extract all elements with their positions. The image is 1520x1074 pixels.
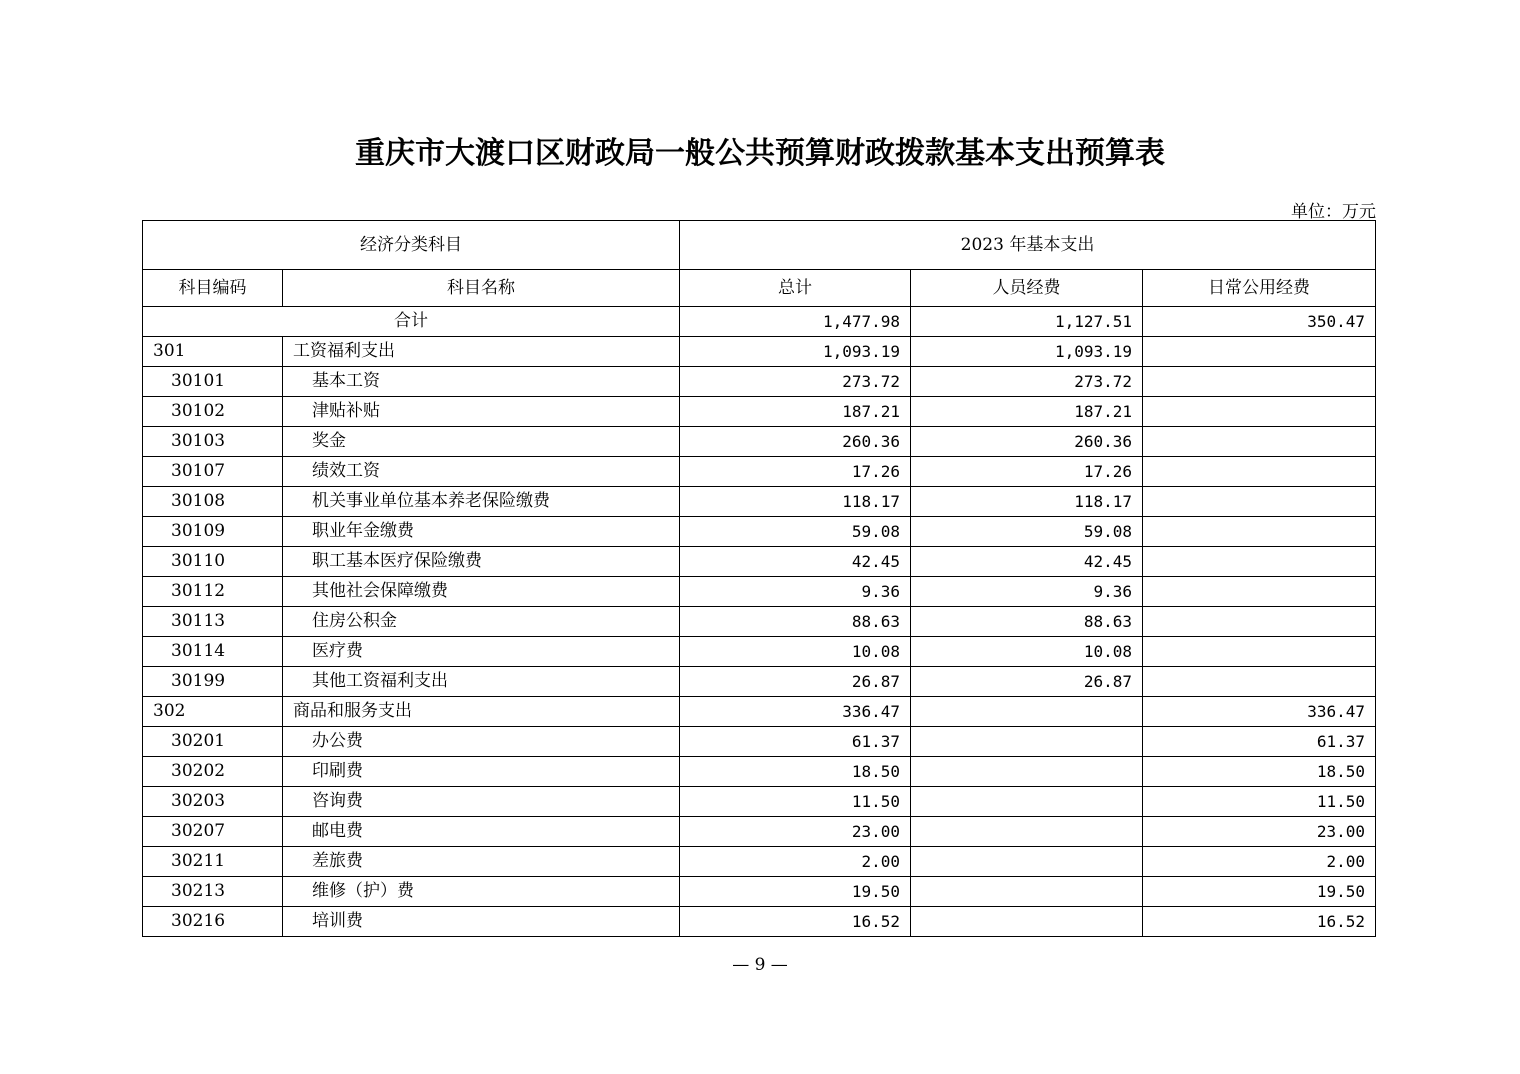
cell-code: 30207	[143, 817, 283, 847]
cell-name: 工资福利支出	[283, 337, 680, 367]
cell-personnel	[911, 757, 1143, 787]
table-row	[143, 397, 1376, 427]
cell-personnel	[911, 817, 1143, 847]
cell-total: 2.00	[680, 847, 911, 877]
table-row	[143, 727, 1376, 757]
table-row	[143, 697, 1376, 727]
cell-code: 30109	[143, 517, 283, 547]
unit-label: 单位：万元	[1291, 202, 1376, 222]
cell-total: 11.50	[680, 787, 911, 817]
table-row	[143, 757, 1376, 787]
cell-code: 30112	[143, 577, 283, 607]
cell-name: 其他社会保障缴费	[283, 577, 680, 607]
cell-name: 办公费	[283, 727, 680, 757]
cell-total: 42.45	[680, 547, 911, 577]
cell-name: 商品和服务支出	[283, 697, 680, 727]
cell-code: 302	[143, 697, 283, 727]
cell-public	[1143, 367, 1376, 397]
cell-personnel: 26.87	[911, 667, 1143, 697]
table-row	[143, 367, 1376, 397]
cell-code: 30102	[143, 397, 283, 427]
cell-name: 绩效工资	[283, 457, 680, 487]
header-row-group	[143, 221, 1376, 270]
cell-public: 16.52	[1143, 907, 1376, 937]
cell-name: 住房公积金	[283, 607, 680, 637]
header-personnel: 人员经费	[911, 270, 1143, 307]
cell-total: 16.52	[680, 907, 911, 937]
cell-personnel: 273.72	[911, 367, 1143, 397]
cell-public: 11.50	[1143, 787, 1376, 817]
cell-name: 职工基本医疗保险缴费	[283, 547, 680, 577]
cell-name: 培训费	[283, 907, 680, 937]
cell-personnel: 59.08	[911, 517, 1143, 547]
page-title: 重庆市大渡口区财政局一般公共预算财政拨款基本支出预算表	[355, 136, 1165, 171]
cell-total: 61.37	[680, 727, 911, 757]
cell-code: 30101	[143, 367, 283, 397]
cell-total: 19.50	[680, 877, 911, 907]
cell-public: 23.00	[1143, 817, 1376, 847]
cell-public	[1143, 667, 1376, 697]
total-row	[143, 307, 1376, 337]
cell-public	[1143, 397, 1376, 427]
cell-name: 差旅费	[283, 847, 680, 877]
cell-total: 59.08	[680, 517, 911, 547]
cell-public	[1143, 607, 1376, 637]
cell-total: 10.08	[680, 637, 911, 667]
cell-public	[1143, 577, 1376, 607]
cell-personnel: 17.26	[911, 457, 1143, 487]
cell-personnel	[911, 907, 1143, 937]
table-row	[143, 847, 1376, 877]
header-total: 总计	[680, 270, 911, 307]
table-row	[143, 607, 1376, 637]
cell-code: 30103	[143, 427, 283, 457]
cell-name: 印刷费	[283, 757, 680, 787]
cell-name: 机关事业单位基本养老保险缴费	[283, 487, 680, 517]
cell-code: 30213	[143, 877, 283, 907]
cell-name: 医疗费	[283, 637, 680, 667]
cell-name: 其他工资福利支出	[283, 667, 680, 697]
cell-name: 职业年金缴费	[283, 517, 680, 547]
table-row	[143, 667, 1376, 697]
cell-public	[1143, 637, 1376, 667]
table-row	[143, 787, 1376, 817]
cell-name: 咨询费	[283, 787, 680, 817]
cell-code: 30201	[143, 727, 283, 757]
header-row-columns	[143, 270, 1376, 307]
cell-name: 维修（护）费	[283, 877, 680, 907]
cell-code: 30203	[143, 787, 283, 817]
cell-name: 邮电费	[283, 817, 680, 847]
cell-public	[1143, 547, 1376, 577]
cell-code: 30202	[143, 757, 283, 787]
table-row	[143, 487, 1376, 517]
cell-public: 18.50	[1143, 757, 1376, 787]
cell-public	[1143, 487, 1376, 517]
cell-personnel: 88.63	[911, 607, 1143, 637]
cell-code: 30107	[143, 457, 283, 487]
cell-personnel: 10.08	[911, 637, 1143, 667]
cell-total: 23.00	[680, 817, 911, 847]
cell-public	[1143, 457, 1376, 487]
cell-personnel	[911, 727, 1143, 757]
cell-personnel: 42.45	[911, 547, 1143, 577]
cell-public	[1143, 427, 1376, 457]
cell-public: 2.00	[1143, 847, 1376, 877]
cell-total: 187.21	[680, 397, 911, 427]
budget-table	[142, 220, 1376, 937]
cell-personnel: 9.36	[911, 577, 1143, 607]
cell-total: 18.50	[680, 757, 911, 787]
cell-personnel	[911, 697, 1143, 727]
table-row	[143, 427, 1376, 457]
cell-public: 19.50	[1143, 877, 1376, 907]
cell-public: 61.37	[1143, 727, 1376, 757]
cell-personnel: 260.36	[911, 427, 1143, 457]
cell-total: 9.36	[680, 577, 911, 607]
cell-total: 118.17	[680, 487, 911, 517]
header-name: 科目名称	[283, 270, 680, 307]
cell-personnel: 1,093.19	[911, 337, 1143, 367]
cell-code: 30199	[143, 667, 283, 697]
table-row	[143, 547, 1376, 577]
cell-name: 津贴补贴	[283, 397, 680, 427]
table-row	[143, 337, 1376, 367]
cell-name: 基本工资	[283, 367, 680, 397]
cell-total: 273.72	[680, 367, 911, 397]
table-row	[143, 907, 1376, 937]
header-code: 科目编码	[143, 270, 283, 307]
total-total: 1,477.98	[680, 307, 911, 337]
cell-public	[1143, 517, 1376, 547]
table-row	[143, 517, 1376, 547]
cell-code: 30211	[143, 847, 283, 877]
cell-total: 260.36	[680, 427, 911, 457]
cell-code: 30110	[143, 547, 283, 577]
page-number: — 9 —	[732, 955, 788, 975]
table-row	[143, 457, 1376, 487]
cell-personnel: 187.21	[911, 397, 1143, 427]
cell-code: 30216	[143, 907, 283, 937]
table-row	[143, 877, 1376, 907]
header-economic-category: 经济分类科目	[143, 221, 680, 270]
table-row	[143, 817, 1376, 847]
cell-code: 30113	[143, 607, 283, 637]
table-row	[143, 577, 1376, 607]
header-public: 日常公用经费	[1143, 270, 1376, 307]
cell-code: 30114	[143, 637, 283, 667]
cell-total: 17.26	[680, 457, 911, 487]
cell-total: 1,093.19	[680, 337, 911, 367]
table-row	[143, 637, 1376, 667]
cell-personnel	[911, 787, 1143, 817]
cell-public	[1143, 337, 1376, 367]
cell-public: 336.47	[1143, 697, 1376, 727]
cell-total: 26.87	[680, 667, 911, 697]
cell-personnel	[911, 847, 1143, 877]
cell-code: 30108	[143, 487, 283, 517]
cell-name: 奖金	[283, 427, 680, 457]
cell-code: 301	[143, 337, 283, 367]
total-personnel: 1,127.51	[911, 307, 1143, 337]
total-public: 350.47	[1143, 307, 1376, 337]
cell-total: 88.63	[680, 607, 911, 637]
total-label: 合计	[143, 307, 680, 337]
cell-personnel: 118.17	[911, 487, 1143, 517]
cell-personnel	[911, 877, 1143, 907]
cell-total: 336.47	[680, 697, 911, 727]
header-basic-expenditure: 2023 年基本支出	[680, 221, 1376, 270]
